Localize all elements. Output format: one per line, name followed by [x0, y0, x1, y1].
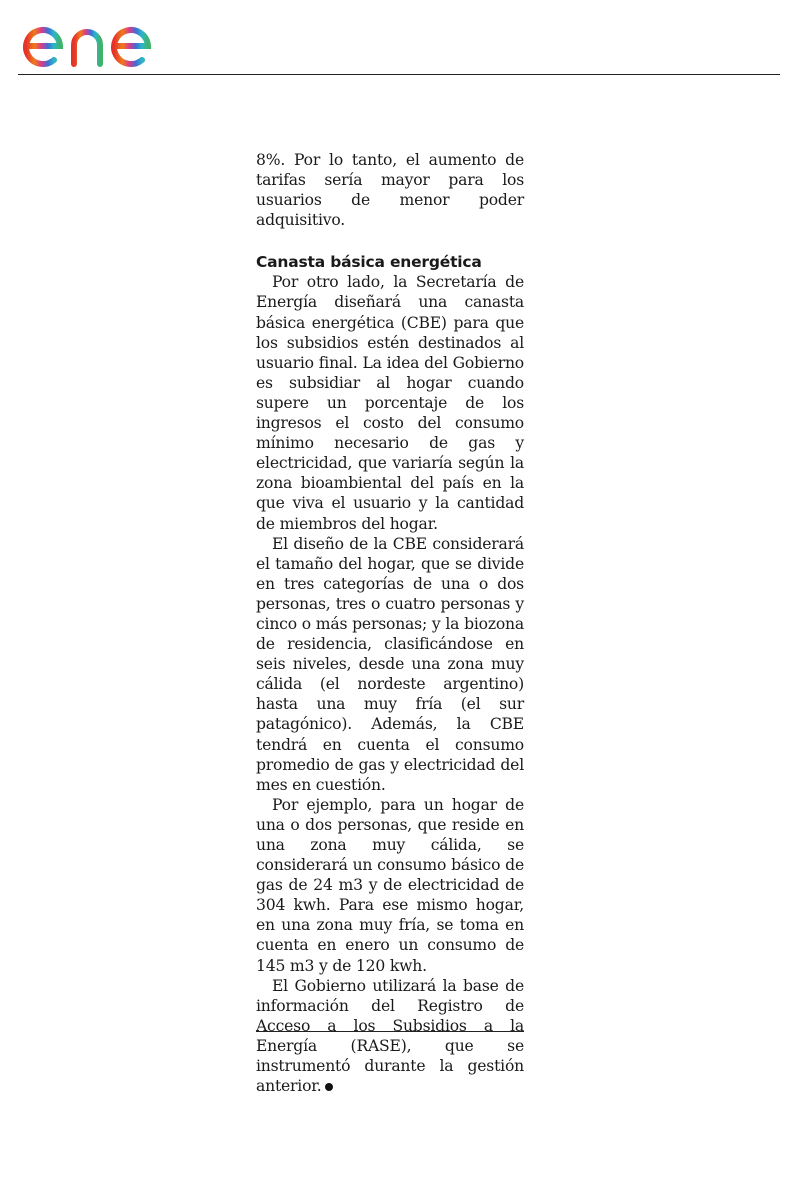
article-paragraph-2: El diseño de la CBE considerará el tamaño del hogar, que se divide en tres categorías de una o dos personas, tres o cuatro personas y cinco o más personas; y la biozona de residencia, clasificándose en seis niveles, desde una zona muy cálida (el nordeste argentino) hasta una muy fría (el sur patagónico). Además, la CBE tendrá en cuenta el consumo promedio de gas y electricidad del mes en cuestión.	[256, 534, 524, 794]
enel-logo	[18, 4, 193, 72]
article-paragraph-1: Por otro lado, la Secretaría de Energía diseñará una canasta básica energética (CBE) para que los subsidios estén destinados al usuario final. La idea del Gobierno es subsidiar al hogar cuando supere un porcentaje de los ingresos el costo del consumo mínimo necesario de gas y electricidad, que variaría según la zona bioambiental del país en la que viva el usuario y la cantidad de miembros del hogar.	[256, 273, 524, 533]
header-divider	[18, 74, 780, 75]
article-end-divider	[256, 1031, 524, 1032]
article-column	[256, 150, 524, 1096]
article-paragraph-4-text: El Gobierno utilizará la base de información del Registro de Acceso a los Subsidios a la Energía (RASE), que se instrumentó durante la gestión anterior.	[256, 976, 524, 1096]
article-paragraph-3: Por ejemplo, para un hogar de una o dos personas, que reside en una zona muy cálida, se considerará un consumo básico de gas de 24 m3 y de electricidad de 304 kwh. Para ese mismo hogar, en una zona muy fría, se toma en cuenta en enero un consumo de 145 m3 y de 120 kwh.	[256, 795, 524, 975]
article-paragraph-4	[256, 976, 524, 1097]
section-subheading: Canasta básica energética	[256, 253, 482, 272]
intro-paragraph: 8%. Por lo tanto, el aumento de tarifas sería mayor para los usuarios de menor poder adquisitivo.	[256, 151, 524, 230]
end-of-article-dot-icon	[325, 1083, 333, 1091]
